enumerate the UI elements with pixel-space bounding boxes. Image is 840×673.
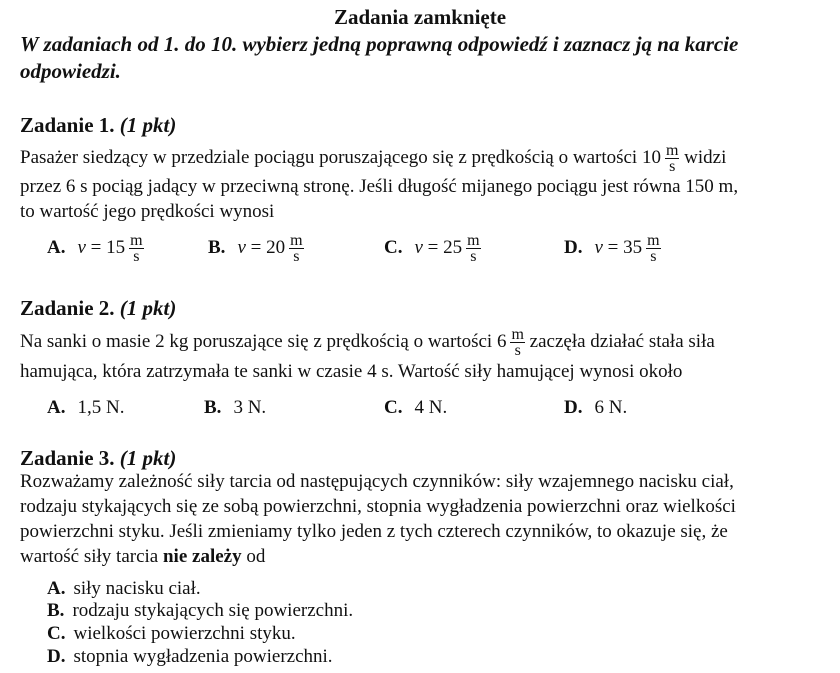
task-3-points: (1 pkt) [119,446,177,470]
task-3-line-1: Rozważamy zależność siły tarcia od następujących czynników: siły wzajemnego nacisku ciał, [20,471,734,492]
task-1-text-1a: Pasażer siedzący w przedziale pociągu poruszającego się z prędkością o wartości 10 [20,146,661,168]
unit-fraction: $\frac{m}{s}$ [665,142,679,175]
task-2-text-1b: zaczęła działać stała siła [529,330,715,352]
task-1-text-1b: widzi [684,146,727,168]
task-2-heading [20,296,176,321]
task-2-option-d[interactable]: D. 6 N. [564,397,628,418]
task-2-line-1 [20,327,791,358]
task-1-option-b[interactable]: B. v = 20 $\frac{m}{s}$ [208,232,303,265]
task-3-line-2: rodzaju stykających się ze sobą powierzchni, stopnia wygładzenia powierzchni oraz wielkości [20,496,736,517]
task-3-option-c[interactable]: C. wielkości powierzchni styku. [47,623,296,644]
task-3-line-3: powierzchni styku. Jeśli zmieniamy tylko jeden z tych czterech czynników, to okazuje się, że [20,521,728,542]
unit-fraction: $\frac{m}{s}$ [467,232,480,265]
task-1-points: (1 pkt) [119,113,177,137]
instructions: W zadaniach od 1. do 10. wybierz jedną poprawną odpowiedź i zaznacz ją na karcie odpowiedzi. [20,32,739,83]
unit-fraction: $\frac{m}{s}$ [647,232,660,265]
task-2-text-1a: Na sanki o masie 2 kg poruszające się z prędkością o wartości 6 [20,330,507,352]
task-2-option-c[interactable]: C. 4 N. [384,397,448,418]
task-2-points: (1 pkt) [119,296,177,320]
task-1-title: Zadanie 1. [20,113,115,137]
task-2-option-b[interactable]: B. 3 N. [204,397,267,418]
task-1-line-3: to wartość jego prędkości wynosi [20,201,275,222]
task-1-option-d[interactable]: D. v = 35 $\frac{m}{s}$ [564,232,660,265]
task-2-line-2: hamująca, która zatrzymała te sanki w czasie 4 s. Wartość siły hamującej wynosi około [20,361,683,382]
task-3-option-b[interactable]: B. rodzaju stykających się powierzchni. [47,600,354,621]
task-1-line-2: przez 6 s pociąg jadący w przeciwną stronę. Jeśli długość mijanego pociągu jest równa 150 m, [20,176,739,197]
task-3-line-4: wartość siły tarcia nie zależy od [20,546,266,567]
emphasis-not-depend: nie zależy [162,546,242,567]
task-3-heading [20,446,176,471]
unit-fraction: $\frac{m}{s}$ [511,326,524,359]
task-1-line-1 [20,143,791,174]
unit-fraction: $\frac{m}{s}$ [290,232,303,265]
task-3-option-d[interactable]: D. stopnia wygładzenia powierzchni. [47,646,333,667]
task-2-option-a[interactable]: A. 1,5 N. [47,397,125,418]
unit-fraction: $\frac{m}{s}$ [130,232,143,265]
task-3-title: Zadanie 3. [20,446,115,470]
section-title: Zadania zamknięte [333,5,507,29]
task-1-option-a[interactable]: A. v = 15 $\frac{m}{s}$ [47,232,143,265]
task-2-title: Zadanie 2. [20,296,115,320]
task-1-heading [20,113,176,138]
task-3-option-a[interactable]: A. siły nacisku ciał. [47,578,201,599]
task-1-option-c[interactable]: C. v = 25 $\frac{m}{s}$ [384,232,480,265]
